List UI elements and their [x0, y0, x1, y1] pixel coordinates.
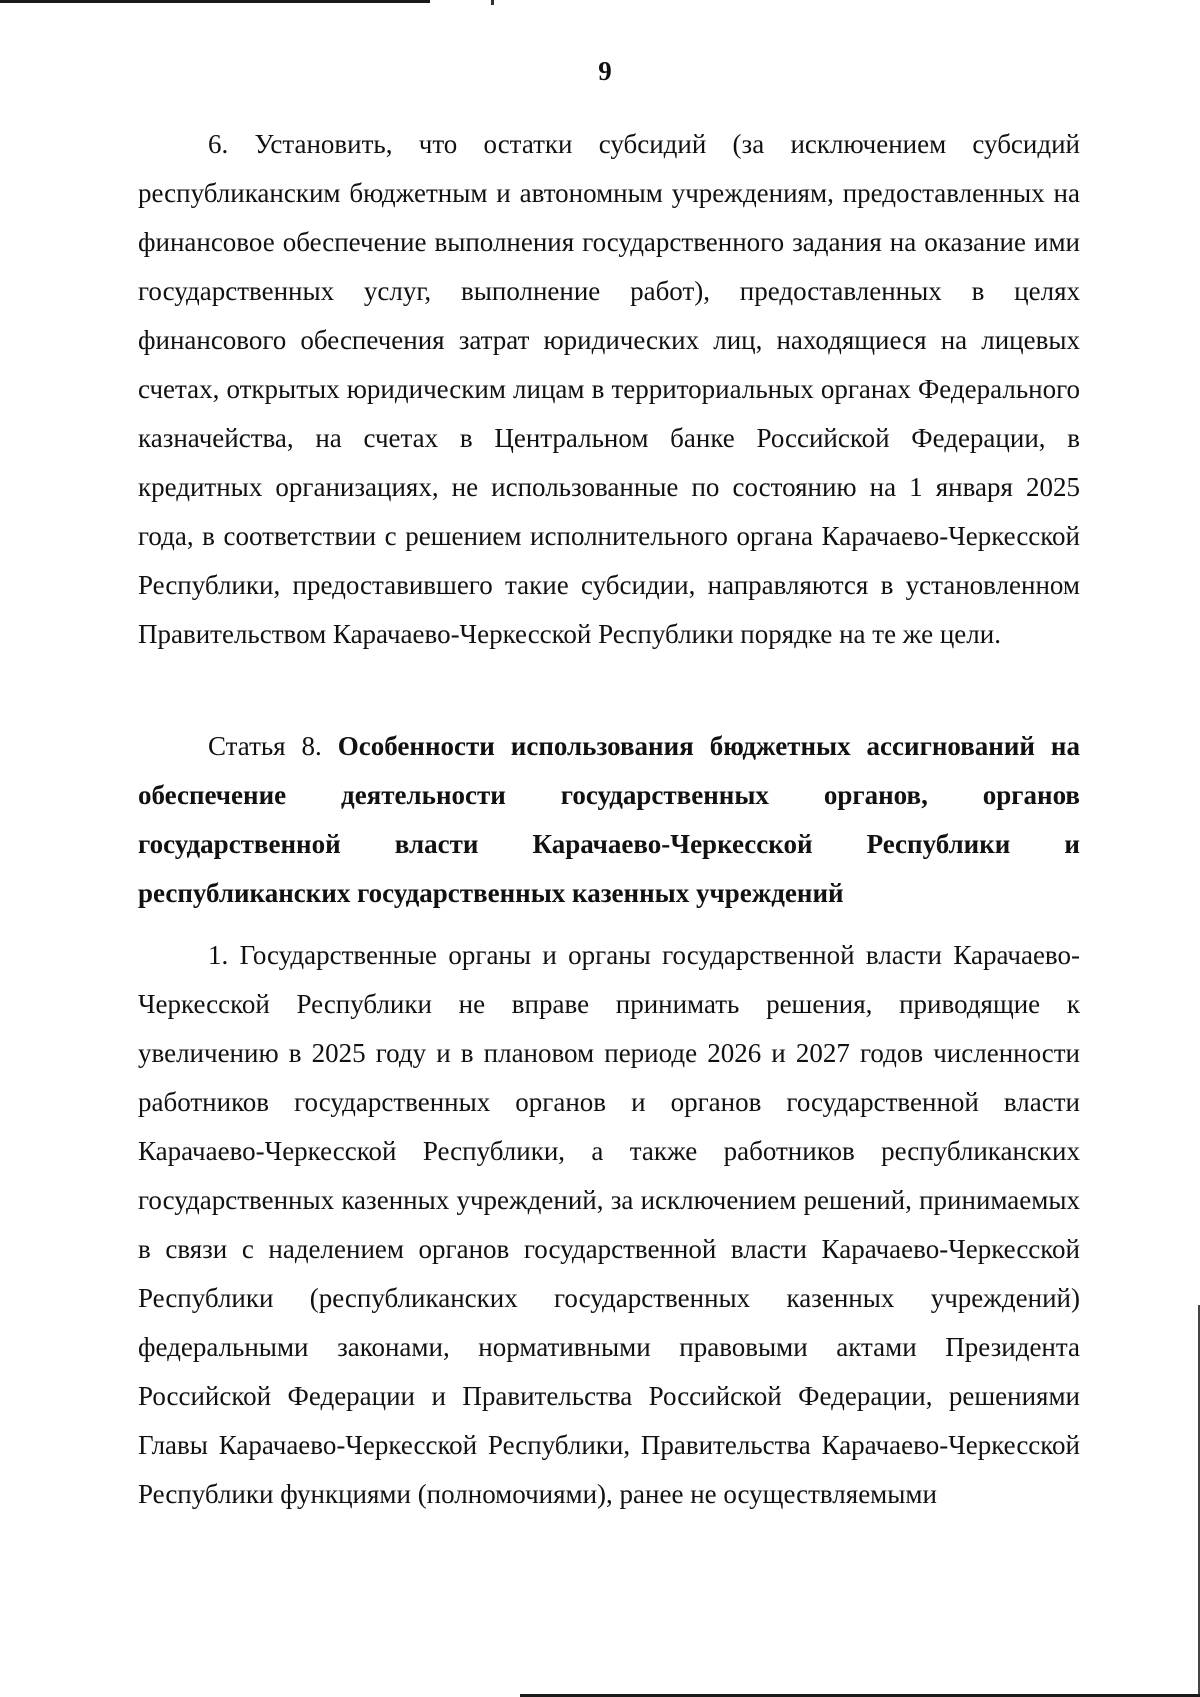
paragraph-6: 6. Установить, что остатки субсидий (за исключением субсидий республиканским бюджетным и автономным учреждениям, предоставленных на финансовое обеспечение выполнения государственного задания на оказание ими государственных услуг, выполнение работ), предоставленных в целях финансового обеспечения затрат юридических лиц, находящиеся на лицевых счетах, открытых юридическим лицам в территориальных органах Федерального казначейства, на счетах в Центральном банке Российской Федерации, в кредитных организациях, не использованные по состоянию на 1 января 2025 года, в соответствии с решением исполнительного органа Карачаево-Черкесской Республики, предоставившего такие субсидии, направляются в установленном Правительством Карачаево-Черкесской Республики порядке на те же цели.: [138, 129, 1080, 649]
article-title: Особенности использования бюджетных ассигнований на обеспечение деятельности государственных органов, органов государственной власти Карачаево-Черкесской Республики и республиканских государственных казенных учреждений: [138, 731, 1080, 908]
document-body: [138, 120, 1080, 1519]
page-number: 9: [598, 56, 612, 86]
scan-edge-top: [0, 0, 430, 3]
paragraph-1: 1. Государственные органы и органы государственной власти Карачаево-Черкесской Республики не вправе принимать решения, приводящие к увеличению в 2025 году и в плановом периоде 2026 и 2027 годов численности работников государственных органов и органов государственной власти Карачаево-Черкесской Республики, а также работников республиканских государственных казенных учреждений, за исключением решений, принимаемых в связи с наделением органов государственной власти Карачаево-Черкесской Республики (республиканских государственных казенных учреждений) федеральными законами, нормативными правовыми актами Президента Российской Федерации и Правительства Российской Федерации, решениями Главы Карачаево-Черкесской Республики, Правительства Карачаево-Черкесской Республики функциями (полномочиями), ранее не осуществляемыми: [138, 940, 1080, 1509]
article-heading: [138, 722, 1080, 918]
scan-mark-top: [491, 0, 494, 5]
article-label: Статья 8.: [208, 731, 338, 761]
